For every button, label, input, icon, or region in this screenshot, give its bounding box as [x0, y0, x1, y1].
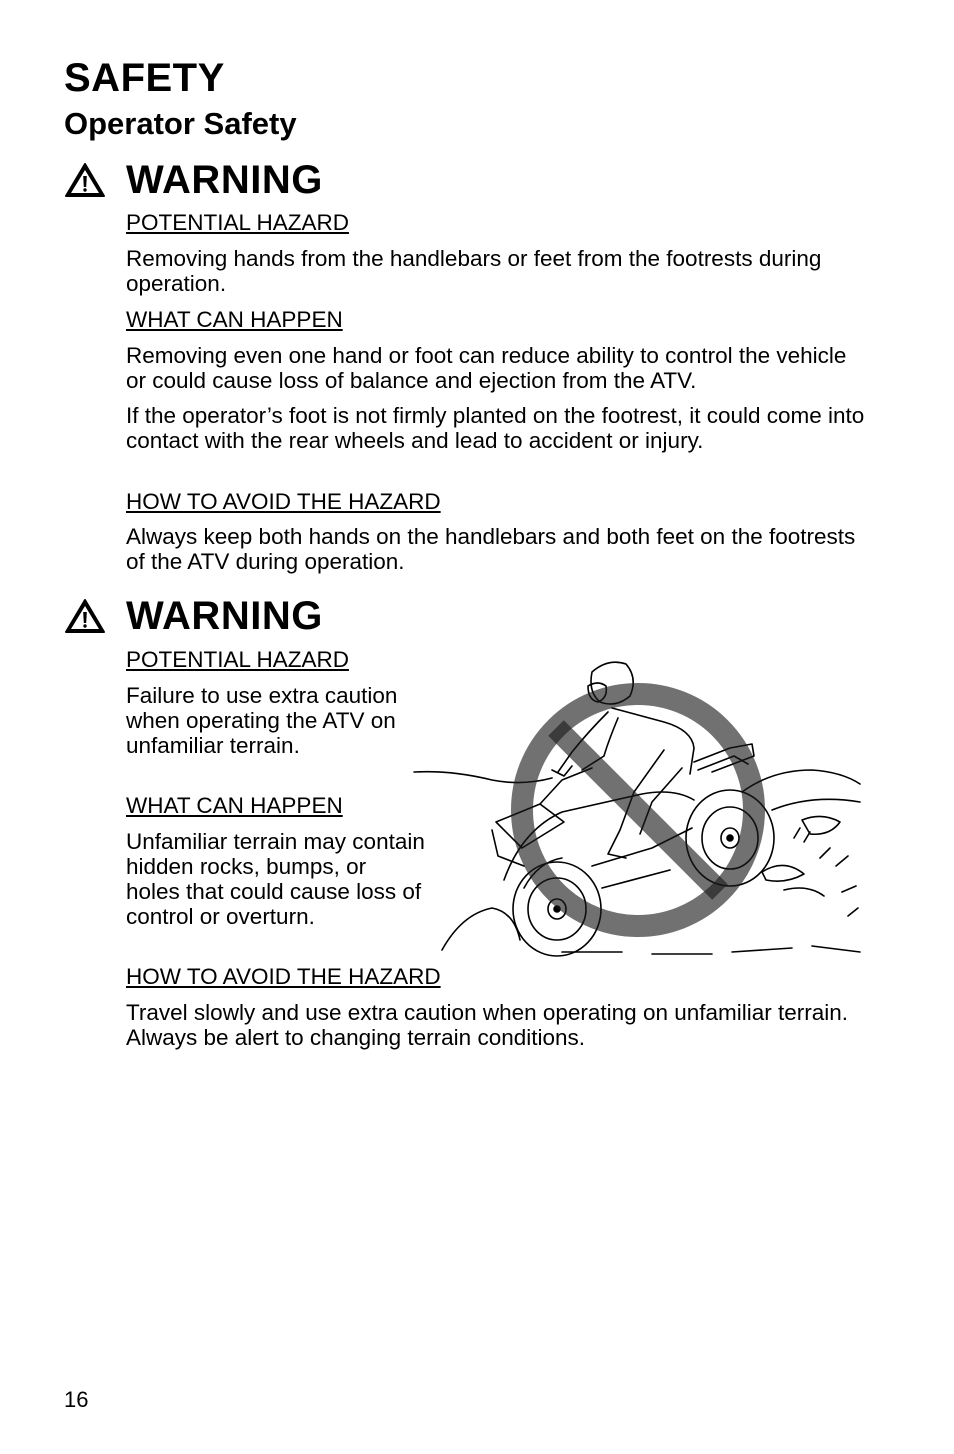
what-can-happen-heading: WHAT CAN HAPPEN: [126, 307, 343, 332]
what-can-happen-text: Removing even one hand or foot can reduce ability to control the vehicle or could cause loss of balance and ejection from the ATV.: [126, 343, 847, 393]
potential-hazard-text: Removing hands from the handlebars or feet from the footrests during operation.: [126, 246, 822, 296]
potential-hazard-heading: POTENTIAL HAZARD: [126, 210, 349, 235]
what-can-happen-heading: WHAT CAN HAPPEN: [126, 793, 343, 818]
warning-heading: [64, 156, 323, 204]
how-to-avoid-heading: HOW TO AVOID THE HAZARD: [126, 964, 441, 989]
warning-heading: [64, 592, 323, 640]
page-title: SAFETY: [64, 56, 225, 100]
warning-triangle-icon: [64, 598, 106, 634]
potential-hazard-text: Failure to use extra caution when operating the ATV on unfamiliar terrain.: [126, 683, 398, 758]
page-number: 16: [64, 1387, 89, 1412]
what-can-happen-text: Unfamiliar terrain may contain hidden rocks, bumps, or holes that could cause loss of control or overturn.: [126, 829, 425, 929]
potential-hazard-heading: POTENTIAL HAZARD: [126, 647, 349, 672]
how-to-avoid-text: Travel slowly and use extra caution when operating on unfamiliar terrain. Always be alert to changing terrain conditions.: [126, 1000, 849, 1050]
atv-prohibited-illustration: [412, 652, 862, 968]
how-to-avoid-text: Always keep both hands on the handlebars and both feet on the footrests of the ATV during operation.: [126, 524, 856, 574]
how-to-avoid-heading: HOW TO AVOID THE HAZARD: [126, 489, 441, 514]
what-can-happen-text: If the operator’s foot is not firmly planted on the footrest, it could come into contact with the rear wheels and lead to accident or injury.: [126, 403, 865, 453]
section-title: Operator Safety: [64, 106, 297, 141]
warning-triangle-icon: [64, 162, 106, 198]
warning-label: WARNING: [126, 158, 323, 202]
warning-label: WARNING: [126, 594, 323, 638]
